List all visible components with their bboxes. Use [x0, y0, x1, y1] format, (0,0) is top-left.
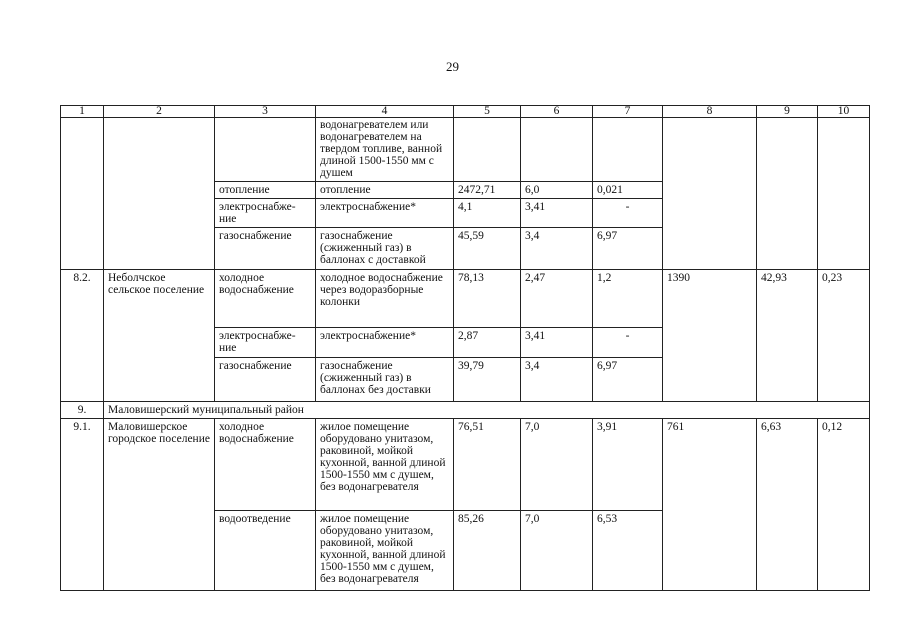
- cell-service: газоснабжение: [215, 358, 316, 402]
- cell-service: электроснабже-ние: [215, 199, 316, 228]
- cell-value: 3,41: [521, 199, 593, 228]
- cell-service-description: электроснабжение*: [316, 199, 454, 228]
- cell-value: 78,13: [454, 270, 521, 328]
- cell-value: 1390: [663, 270, 757, 402]
- cell-value: 42,93: [757, 270, 818, 402]
- cell-service: водоотведение: [215, 511, 316, 591]
- cell-service: холодное водоснабжение: [215, 419, 316, 511]
- cell-empty: [104, 118, 215, 270]
- header-cell: 2: [104, 106, 215, 118]
- header-cell: 9: [757, 106, 818, 118]
- header-cell: 5: [454, 106, 521, 118]
- cell-empty: [61, 118, 104, 270]
- cell-value: 6,97: [593, 228, 663, 270]
- cell-empty: [521, 118, 593, 182]
- cell-service-description: отопление: [316, 182, 454, 199]
- cell-value: 761: [663, 419, 757, 591]
- cell-value: 0,23: [818, 270, 870, 402]
- table-row: [61, 419, 870, 511]
- cell-value: 6,63: [757, 419, 818, 591]
- cell-value: 1,2: [593, 270, 663, 328]
- cell-value: 3,91: [593, 419, 663, 511]
- header-cell: 1: [61, 106, 104, 118]
- cell-service: отопление: [215, 182, 316, 199]
- header-cell: 6: [521, 106, 593, 118]
- cell-empty: [215, 118, 316, 182]
- cell-settlement-name: Неболчское сельское поселение: [104, 270, 215, 402]
- cell-value: 6,97: [593, 358, 663, 402]
- cell-service-description: холодное водоснабжение через водоразборные колонки: [316, 270, 454, 328]
- cell-value: 0,12: [818, 419, 870, 591]
- cell-value: 76,51: [454, 419, 521, 511]
- cell-service-description: жилое помещение оборудовано унитазом, раковиной, мойкой кухонной, ванной длиной 1500-1550 мм с душем, без водонагревателя: [316, 419, 454, 511]
- cell-service-description: газоснабжение (сжиженный газ) в баллонах с доставкой: [316, 228, 454, 270]
- cell-district-name: Маловишерский муниципальный район: [104, 402, 870, 419]
- cell-value: 2,87: [454, 328, 521, 358]
- cell-service: газоснабжение: [215, 228, 316, 270]
- cell-service: электроснабже-ние: [215, 328, 316, 358]
- header-cell: 4: [316, 106, 454, 118]
- page-number: 29: [446, 59, 459, 74]
- cell-service-description: газоснабжение (сжиженный газ) в баллонах без доставки: [316, 358, 454, 402]
- header-cell: 3: [215, 106, 316, 118]
- table-row: [61, 118, 870, 182]
- cell-service-description: водонагревателем или водонагревателем на твердом топливе, ванной длиной 1500-1550 мм с душем: [316, 118, 454, 182]
- cell-service-description: жилое помещение оборудовано унитазом, раковиной, мойкой кухонной, ванной длиной 1500-1550 мм с душем, без водонагревателя: [316, 511, 454, 591]
- cell-value: 2,47: [521, 270, 593, 328]
- cell-value: 3,41: [521, 328, 593, 358]
- cell-empty: [454, 118, 521, 182]
- header-cell: 7: [593, 106, 663, 118]
- cell-value: 7,0: [521, 419, 593, 511]
- cell-row-number: 9.1.: [61, 419, 104, 591]
- cell-empty: [818, 118, 870, 270]
- header-cell: 10: [818, 106, 870, 118]
- cell-value: -: [593, 328, 663, 358]
- cell-value: 85,26: [454, 511, 521, 591]
- cell-service: холодное водоснабжение: [215, 270, 316, 328]
- cell-empty: [593, 118, 663, 182]
- cell-service-description: электроснабжение*: [316, 328, 454, 358]
- header-cell: 8: [663, 106, 757, 118]
- cell-value: 4,1: [454, 199, 521, 228]
- cell-value: 6,0: [521, 182, 593, 199]
- cell-settlement-name: Маловишерское городское поселение: [104, 419, 215, 591]
- cell-value: 45,59: [454, 228, 521, 270]
- cell-value: -: [593, 199, 663, 228]
- cell-row-number: 8.2.: [61, 270, 104, 402]
- header-row: [61, 106, 870, 118]
- tariff-table: [60, 105, 870, 591]
- cell-value: 39,79: [454, 358, 521, 402]
- cell-value: 7,0: [521, 511, 593, 591]
- cell-value: 2472,71: [454, 182, 521, 199]
- cell-row-number: 9.: [61, 402, 104, 419]
- cell-value: 0,021: [593, 182, 663, 199]
- table-row: [61, 270, 870, 328]
- district-row: [61, 402, 870, 419]
- cell-empty: [757, 118, 818, 270]
- cell-value: 6,53: [593, 511, 663, 591]
- cell-empty: [663, 118, 757, 270]
- cell-value: 3,4: [521, 228, 593, 270]
- cell-value: 3,4: [521, 358, 593, 402]
